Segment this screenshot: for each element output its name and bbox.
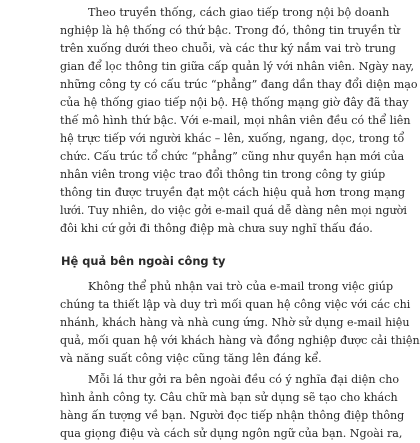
body-text-line: Theo truyền thống, cách giao tiếp trong nội bộ doanh (88, 6, 390, 19)
body-text-line: chức. Cấu trúc tổ chức “phẳng” cũng như quyền hạn mới của (60, 150, 405, 163)
body-text-line: lưới. Tuy nhiên, do việc gởi e-mail quá dễ dàng nên mọi người (60, 204, 407, 217)
body-text-line: và năng suất công việc cũng tăng lên đáng kể. (60, 352, 322, 365)
body-text-line: những công ty có cấu trúc “phẳng” đang dần thay đổi diện mạo (60, 78, 418, 91)
body-text-line: nhánh, khách hàng và nhà cung ứng. Nhờ sử dụng e-mail hiệu (60, 316, 410, 329)
body-text-line: thông tin được truyền đạt một cách hiệu quả hơn trong mạng (60, 186, 406, 199)
section-heading: Hệ quả bên ngoài công ty (61, 254, 226, 268)
body-text-line: quả, mối quan hệ với khách hàng và đồng nghiệp được cải thiện (60, 334, 420, 347)
body-text-line: đôi khi cứ gởi đi thông điệp mà chưa suy nghĩ thấu đáo. (60, 222, 373, 235)
body-text-line: trên xuống dưới theo chuỗi, và các thư ký nắm vai trò trung (60, 42, 396, 55)
body-text-line: nghiệp là hệ thống có thứ bậc. Trong đó, thông tin truyền từ (60, 24, 400, 37)
body-text-line: hình ảnh công ty. Câu chữ mà bạn sử dụng sẽ tạo cho khách (60, 391, 398, 404)
body-text-line: hệ trực tiếp với người khác – lên, xuống, ngang, dọc, trong tổ (60, 132, 405, 145)
body-text-line: Không thể phủ nhận vai trò của e-mail trong việc giúp (88, 280, 394, 293)
body-text-line: Mỗi lá thư gởi ra bên ngoài đều có ý nghĩa đại diện cho (88, 373, 400, 386)
body-text-line: nhân viên trong việc trao đổi thông tin trong công ty giúp (60, 168, 386, 181)
body-text-line: của hệ thống giao tiếp nội bộ. Hệ thống mạng giờ đây đã thay (60, 96, 409, 109)
body-text-line: gian để lọc thông tin giữa cấp quản lý với nhân viên. Ngày nay, (60, 60, 415, 73)
body-text-line: qua giọng điệu và cách sử dụng ngôn ngữ của bạn. Ngoài ra, (60, 427, 403, 440)
body-text-line: thế mô hình thứ bậc. Với e-mail, mọi nhân viên đều có thể liên (60, 114, 411, 127)
body-text-line: hàng ấn tượng về bạn. Người đọc tiếp nhận thông điệp thông (60, 409, 405, 422)
body-text-line: chúng ta thiết lập và duy trì mối quan hệ công việc với các chi (60, 298, 411, 311)
